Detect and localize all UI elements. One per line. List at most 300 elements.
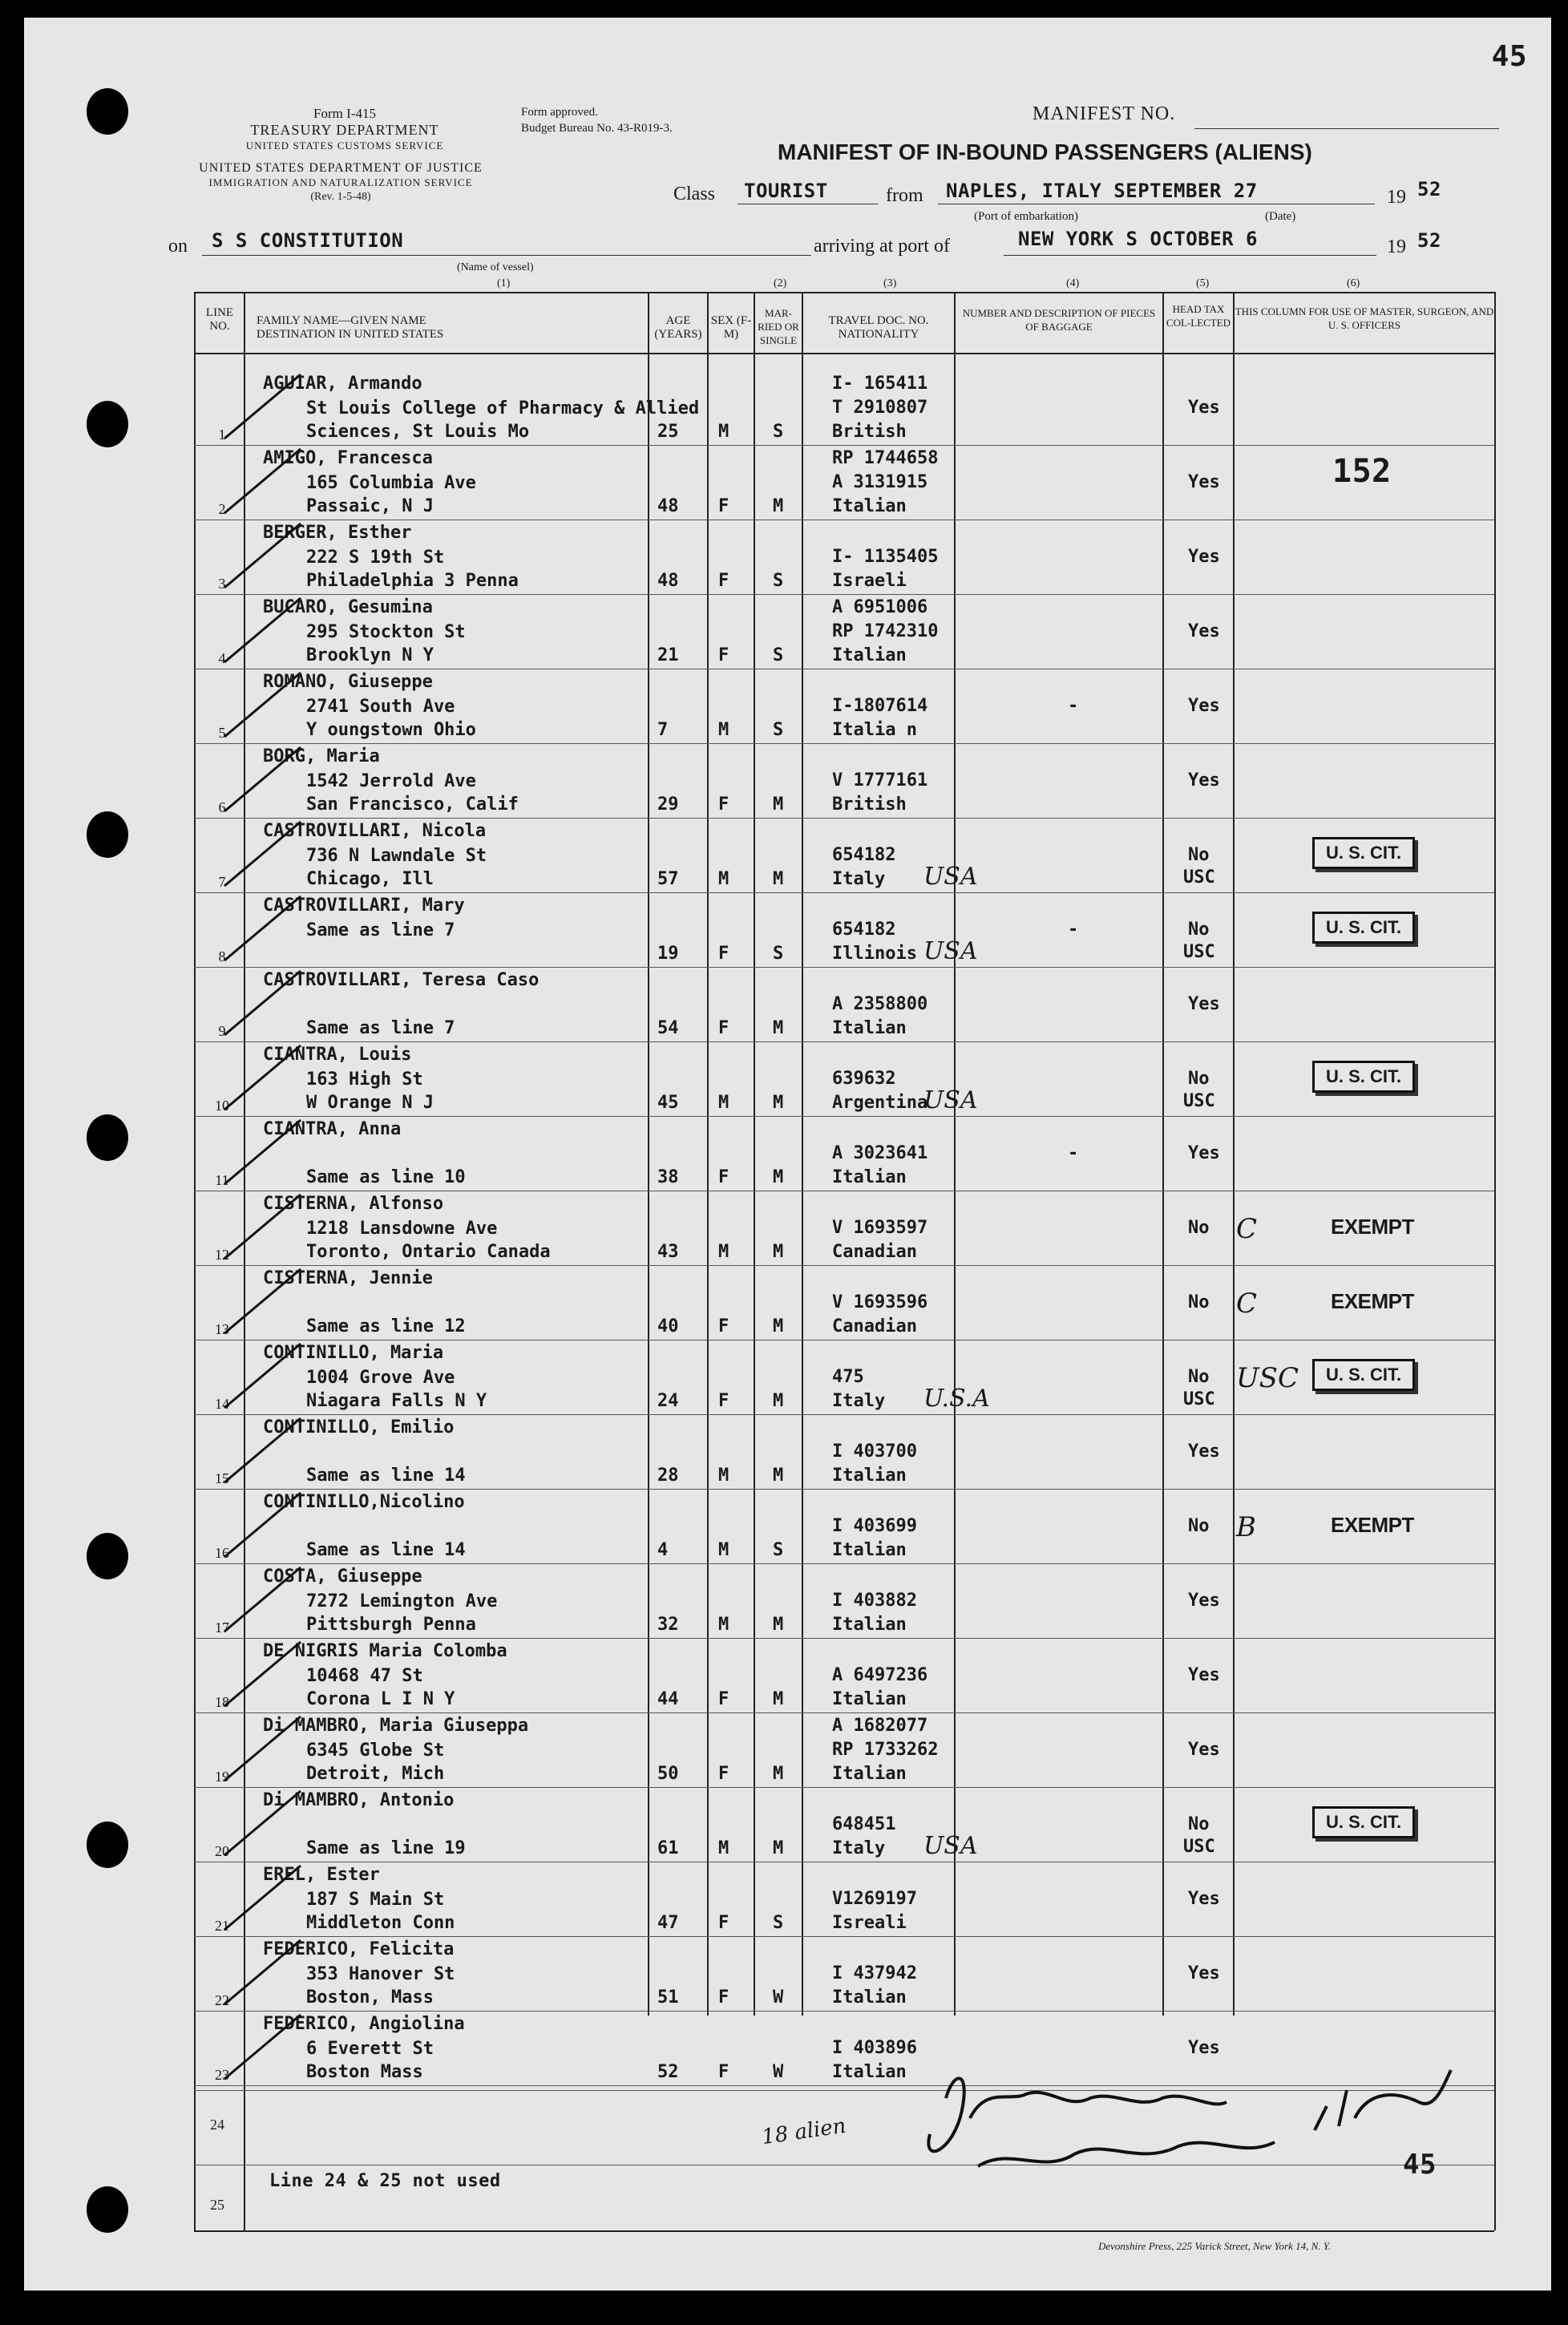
address-line-1: Same as line 7: [306, 920, 455, 940]
col-sex: SEX (F-M): [710, 314, 752, 341]
head-tax: No: [1188, 1292, 1210, 1312]
passenger-name: AGUIAR, Armando: [263, 374, 422, 394]
travel-doc-2: V 1693596: [832, 1292, 928, 1312]
nationality: Italian: [832, 645, 907, 665]
exempt-stamp: EXEMPT: [1331, 1513, 1414, 1537]
table-row: [194, 1340, 1494, 1414]
age: 54: [657, 1018, 679, 1038]
line-number: 5: [218, 725, 226, 741]
travel-doc-2: 475: [832, 1367, 864, 1387]
line-number: 19: [215, 1769, 229, 1785]
sex: M: [718, 869, 729, 889]
age: 44: [657, 1689, 679, 1709]
line-number: 2: [218, 501, 226, 517]
punch-hole: [87, 401, 128, 447]
signature-title: [986, 2134, 1196, 2167]
travel-doc-2: RP 1733262: [832, 1740, 939, 1760]
address-line-1: 2741 South Ave: [306, 697, 455, 717]
punch-hole: [87, 811, 128, 858]
marital-status: W: [773, 2062, 784, 2082]
passenger-name: CISTERNA, Alfonso: [263, 1194, 444, 1214]
address-line-2: Philadelphia 3 Penna: [306, 571, 519, 591]
us-citizen-stamp: U. S. CIT.: [1312, 837, 1415, 869]
handwritten-nationality: U.S.A: [923, 1385, 990, 1413]
head-tax-usc: USC: [1183, 1837, 1215, 1857]
table-row: [194, 1489, 1494, 1563]
travel-doc-2: I-1807614: [832, 696, 928, 716]
address-line-2: Chicago, Ill: [306, 869, 434, 889]
passenger-name: FEDERICO, Felicita: [263, 1939, 455, 1959]
handwritten-nationality: USA: [923, 1086, 978, 1114]
nationality: Italia n: [832, 720, 917, 740]
us-citizen-stamp: U. S. CIT.: [1312, 1359, 1415, 1391]
from-value: NAPLES, ITALY SEPTEMBER 27: [946, 180, 1258, 202]
manifest-no-label: MANIFEST NO.: [1033, 103, 1176, 124]
col-travel-doc: TRAVEL DOC. NO. NATIONALITY: [828, 314, 929, 341]
col-name: FAMILY NAME—GIVEN NAME DESTINATION IN UNITED STATES: [257, 314, 444, 341]
marital-status: M: [773, 1018, 784, 1038]
age: 28: [657, 1466, 679, 1486]
punch-hole: [87, 2186, 128, 2233]
marital-status: M: [773, 1689, 784, 1709]
address-line-2: Middleton Conn: [306, 1913, 455, 1933]
passenger-name: CONTINILLO, Emilio: [263, 1417, 455, 1437]
age: 47: [657, 1913, 679, 1933]
sex: M: [718, 1540, 729, 1560]
sex: F: [718, 1167, 729, 1187]
line-24-number: 24: [210, 2117, 224, 2133]
head-tax: Yes: [1188, 547, 1220, 567]
head-tax-usc: USC: [1183, 867, 1215, 888]
nationality: Italy: [832, 1838, 886, 1858]
table-row: [194, 1712, 1494, 1787]
on-label: on: [168, 236, 188, 257]
signature-name: [970, 2078, 1179, 2115]
address-line-1: 187 S Main St: [306, 1890, 445, 1910]
head-tax: Yes: [1188, 1963, 1220, 1983]
table-row: [194, 1041, 1494, 1116]
marital-status: S: [773, 645, 784, 665]
us-citizen-stamp: U. S. CIT.: [1312, 1806, 1415, 1838]
head-tax: Yes: [1188, 1591, 1220, 1611]
handwritten-nationality: USA: [923, 1832, 978, 1860]
port-embark-label: (Port of embarkation): [974, 210, 1078, 223]
table-row: [194, 967, 1494, 1041]
baggage: -: [1068, 696, 1079, 716]
punch-hole: [87, 1822, 128, 1868]
passenger-name: DE NIGRIS Maria Colomba: [263, 1641, 507, 1661]
age: 40: [657, 1316, 679, 1336]
line-25-number: 25: [210, 2197, 224, 2213]
head-tax-usc: USC: [1183, 942, 1215, 962]
table-row: [194, 1116, 1494, 1191]
passenger-name: BUCARO, Gesumina: [263, 597, 433, 617]
year-1: 52: [1417, 178, 1441, 200]
nationality: Italy: [832, 869, 886, 889]
col-married: MAR-RIED OR SINGLE: [758, 307, 799, 346]
address-line-2: Toronto, Ontario Canada: [306, 1242, 551, 1262]
head-tax: Yes: [1188, 398, 1220, 418]
address-line-2: Same as line 19: [306, 1838, 466, 1858]
table-row: [194, 520, 1494, 594]
line-number: 18: [215, 1694, 229, 1710]
us-citizen-stamp: U. S. CIT.: [1312, 1061, 1415, 1093]
col-number-1: (1): [497, 277, 511, 289]
table-row: [194, 892, 1494, 967]
table-row: [194, 1414, 1494, 1489]
nationality: Italian: [832, 1540, 907, 1560]
sex: F: [718, 1391, 729, 1411]
line-number: 7: [218, 874, 226, 890]
age: 29: [657, 795, 679, 815]
punch-hole: [87, 88, 128, 135]
nationality: Italian: [832, 1764, 907, 1784]
travel-doc-2: I 403896: [832, 2038, 917, 2058]
sex: F: [718, 795, 729, 815]
table-row: [194, 594, 1494, 669]
table-row: [194, 370, 1494, 445]
travel-doc-1: A 6951006: [832, 597, 928, 617]
address-line-2: Boston Mass: [306, 2062, 423, 2082]
col-number-4: (4): [1066, 277, 1080, 289]
address-line-1: 353 Hanover St: [306, 1964, 455, 1984]
passenger-name: CONTINILLO, Maria: [263, 1343, 444, 1363]
address-line-2: Same as line 12: [306, 1316, 466, 1336]
customs-service: UNITED STATES CUSTOMS SERVICE: [245, 140, 444, 152]
vessel-label: (Name of vessel): [457, 261, 534, 273]
marital-status: M: [773, 1242, 784, 1262]
line-number: 6: [218, 799, 226, 815]
col-officers: THIS COLUMN FOR USE OF MASTER, SURGEON, AND U. S. OFFICERS: [1235, 305, 1494, 331]
head-tax: No: [1188, 845, 1210, 865]
us-citizen-stamp: U. S. CIT.: [1312, 912, 1415, 944]
head-tax: No: [1188, 1367, 1210, 1387]
sex: F: [718, 1689, 729, 1709]
baggage: -: [1068, 920, 1079, 940]
age: 24: [657, 1391, 679, 1411]
address-line-2: Sciences, St Louis Mo: [306, 422, 530, 442]
exempt-stamp: EXEMPT: [1331, 1289, 1414, 1313]
travel-doc-2: 654182: [832, 920, 896, 940]
marital-status: M: [773, 1838, 784, 1858]
age: 48: [657, 571, 679, 591]
age: 43: [657, 1242, 679, 1262]
line-number: 3: [218, 576, 226, 592]
age: 52: [657, 2062, 679, 2082]
col-line-no: LINE NO.: [205, 306, 234, 333]
line-number: 23: [215, 2067, 229, 2083]
travel-doc-1: RP 1744658: [832, 448, 939, 468]
handwritten-tax-mark: C: [1236, 1213, 1258, 1245]
address-line-2: San Francisco, Calif: [306, 795, 519, 815]
manifest-title: MANIFEST OF IN-BOUND PASSENGERS (ALIENS): [778, 140, 1312, 164]
passenger-name: BERGER, Esther: [263, 523, 412, 543]
line-number: 1: [218, 427, 226, 443]
col-number-6: (6): [1347, 277, 1360, 289]
address-line-1: 6345 Globe St: [306, 1741, 445, 1761]
nationality: British: [832, 795, 907, 815]
nationality: Italy: [832, 1391, 886, 1411]
sex: M: [718, 720, 729, 740]
treasury-dept: TREASURY DEPARTMENT: [250, 122, 439, 138]
marital-status: M: [773, 496, 784, 516]
form-approved: Form approved.: [521, 106, 598, 119]
head-tax: Yes: [1188, 472, 1220, 492]
line-number: 22: [215, 1992, 229, 2008]
sex: F: [718, 1764, 729, 1784]
sex: F: [718, 645, 729, 665]
address-line-2: Same as line 10: [306, 1167, 466, 1187]
passenger-name: CIANTRA, Anna: [263, 1119, 402, 1139]
passenger-name: FEDERICO, Angiolina: [263, 2014, 465, 2034]
address-line-2: Detroit, Mich: [306, 1764, 445, 1784]
col-age: AGE (YEARS): [654, 314, 702, 341]
col-head-tax: HEAD TAX COL-LECTED: [1166, 303, 1231, 329]
nationality: Italian: [832, 1615, 907, 1635]
address-line-1: 6 Everett St: [306, 2039, 434, 2059]
age: 25: [657, 422, 679, 442]
line-number: 20: [215, 1843, 229, 1859]
col-number-5: (5): [1196, 277, 1210, 289]
sex: M: [718, 1838, 729, 1858]
nationality: Canadian: [832, 1316, 917, 1336]
marital-status: M: [773, 1466, 784, 1486]
travel-doc-2: I 403700: [832, 1442, 917, 1462]
head-tax: Yes: [1188, 1665, 1220, 1685]
passenger-name: Di MAMBRO, Maria Giuseppa: [263, 1716, 529, 1736]
marital-status: S: [773, 944, 784, 964]
table-row: [194, 1191, 1494, 1265]
sex: F: [718, 1913, 729, 1933]
handwritten-nationality: USA: [923, 937, 978, 965]
address-line-1: 222 S 19th St: [306, 548, 445, 568]
marital-status: M: [773, 1615, 784, 1635]
passenger-name: EREL, Ester: [263, 1865, 380, 1885]
travel-doc-1: A 1682077: [832, 1716, 928, 1736]
nationality: Italian: [832, 1987, 907, 2008]
head-tax: Yes: [1188, 770, 1220, 790]
head-tax: Yes: [1188, 1740, 1220, 1760]
passenger-name: COSTA, Giuseppe: [263, 1567, 422, 1587]
address-line-2: Corona L I N Y: [306, 1689, 455, 1709]
lines-not-used-note: Line 24 & 25 not used: [269, 2171, 501, 2191]
passenger-name: CASTROVILLARI, Mary: [263, 896, 465, 916]
passenger-name: CASTROVILLARI, Nicola: [263, 821, 487, 841]
revision: (Rev. 1-5-48): [310, 191, 371, 203]
marital-status: W: [773, 1987, 784, 2008]
baggage: -: [1068, 1143, 1079, 1163]
address-line-1: St Louis College of Pharmacy & Allied: [306, 398, 700, 418]
marital-status: S: [773, 422, 784, 442]
head-tax: No: [1188, 1516, 1210, 1536]
head-tax: Yes: [1188, 1889, 1220, 1909]
table-row: [194, 1862, 1494, 1936]
nationality: Italian: [832, 2062, 907, 2082]
address-line-1: 295 Stockton St: [306, 622, 466, 642]
justice-dept: UNITED STATES DEPARTMENT OF JUSTICE: [199, 161, 483, 175]
address-line-2: Same as line 7: [306, 1018, 455, 1038]
travel-doc-2: V 1693597: [832, 1218, 928, 1238]
form-number: Form I-415: [313, 106, 376, 121]
passenger-name: CISTERNA, Jennie: [263, 1268, 433, 1288]
handwritten-tax-mark: B: [1236, 1511, 1256, 1543]
nationality: Illinois: [832, 944, 917, 964]
address-line-1: 736 N Lawndale St: [306, 846, 487, 866]
row-divider: [194, 2085, 1494, 2086]
address-line-2: Niagara Falls N Y: [306, 1391, 487, 1411]
passenger-name: CASTROVILLARI, Teresa Caso: [263, 970, 540, 990]
age: 38: [657, 1167, 679, 1187]
col-number-3: (3): [883, 277, 897, 289]
sex: M: [718, 1242, 729, 1262]
sex: F: [718, 1018, 729, 1038]
line-number: 11: [215, 1172, 229, 1188]
sex: M: [718, 1615, 729, 1635]
travel-doc-2: 654182: [832, 845, 896, 865]
address-line-1: 163 High St: [306, 1070, 423, 1090]
punch-hole: [87, 1533, 128, 1579]
age: 48: [657, 496, 679, 516]
line-number: 15: [215, 1470, 229, 1486]
immigration-service: IMMIGRATION AND NATURALIZATION SERVICE: [208, 176, 473, 188]
manifest-sheet: [24, 18, 1551, 2291]
page-number: 45: [1491, 40, 1527, 73]
sex: M: [718, 1093, 729, 1113]
year-prefix-1: 19: [1387, 187, 1406, 208]
arriving-label: arriving at port of: [814, 236, 950, 257]
line-number: 9: [218, 1023, 226, 1039]
page-number-bottom: 45: [1403, 2149, 1437, 2181]
marital-status: M: [773, 1093, 784, 1113]
nationality: Italian: [832, 1018, 907, 1038]
address-line-2: Brooklyn N Y: [306, 645, 434, 665]
marital-status: M: [773, 1391, 784, 1411]
passenger-name: AMIGO, Francesca: [263, 448, 433, 468]
nationality: Italian: [832, 1466, 907, 1486]
handwritten-nationality: USA: [923, 863, 978, 891]
passenger-name: BORG, Maria: [263, 746, 380, 766]
sex: F: [718, 1316, 729, 1336]
travel-doc-2: I 437942: [832, 1963, 917, 1983]
passenger-name: Di MAMBRO, Antonio: [263, 1790, 455, 1810]
officer-number: 152: [1332, 453, 1392, 490]
punch-hole: [87, 1114, 128, 1161]
line-number: 4: [218, 650, 226, 666]
nationality: Italian: [832, 1689, 907, 1709]
head-tax: No: [1188, 1218, 1210, 1238]
travel-doc-2: A 3023641: [832, 1143, 928, 1163]
address-line-1: 165 Columbia Ave: [306, 473, 476, 493]
sex: F: [718, 2062, 729, 2082]
passenger-name: CIANTRA, Louis: [263, 1045, 412, 1065]
handwritten-tax-mark: USC: [1236, 1362, 1299, 1394]
travel-doc-2: I- 1135405: [832, 547, 939, 567]
age: 21: [657, 645, 679, 665]
age: 51: [657, 1987, 679, 2008]
head-tax: No: [1188, 1069, 1210, 1089]
line-number: 10: [215, 1098, 229, 1114]
nationality: Italian: [832, 496, 907, 516]
address-line-1: 1218 Lansdowne Ave: [306, 1219, 498, 1239]
line-number: 21: [215, 1918, 229, 1934]
travel-doc-2: A 2358800: [832, 994, 928, 1014]
nationality: Israeli: [832, 571, 907, 591]
sex: M: [718, 422, 729, 442]
travel-doc-2: 648451: [832, 1814, 896, 1834]
table-row: [194, 669, 1494, 743]
address-line-2: Boston, Mass: [306, 1987, 434, 2008]
travel-doc-2: 639632: [832, 1069, 896, 1089]
address-line-2: Same as line 14: [306, 1466, 466, 1486]
travel-doc-2: A 3131915: [832, 472, 928, 492]
table-row: [194, 2011, 1494, 2085]
class-value: TOURIST: [744, 180, 828, 202]
table-row: [194, 1265, 1494, 1340]
passenger-name: CONTINILLO,Nicolino: [263, 1492, 465, 1512]
col-baggage: NUMBER AND DESCRIPTION OF PIECES OF BAGGAGE: [962, 307, 1156, 333]
printer-imprint: Devonshire Press, 225 Varick Street, New York 14, N. Y.: [1098, 2240, 1332, 2252]
year-prefix-2: 19: [1387, 237, 1406, 257]
head-tax: Yes: [1188, 1143, 1220, 1163]
nationality: British: [832, 422, 907, 442]
travel-doc-2: T 2910807: [832, 398, 928, 418]
class-label: Class: [673, 184, 716, 204]
table-row: [194, 445, 1494, 520]
table-row: [194, 1638, 1494, 1712]
age: 32: [657, 1615, 679, 1635]
travel-doc-2: I 403882: [832, 1591, 917, 1611]
sex: F: [718, 944, 729, 964]
col-number-2: (2): [774, 277, 787, 289]
sex: M: [718, 1466, 729, 1486]
age: 7: [657, 720, 669, 740]
table-row: [194, 1936, 1494, 2011]
arriving-value: NEW YORK S OCTOBER 6: [1018, 228, 1258, 250]
head-tax: No: [1188, 920, 1210, 940]
year-2: 52: [1417, 229, 1441, 252]
address-line-2: W Orange N J: [306, 1093, 434, 1113]
address-line-1: 1004 Grove Ave: [306, 1368, 455, 1388]
address-line-1: 1542 Jerrold Ave: [306, 771, 476, 791]
nationality: Canadian: [832, 1242, 917, 1262]
head-tax: Yes: [1188, 621, 1220, 641]
address-line-2: Passaic, N J: [306, 496, 434, 516]
marital-status: S: [773, 571, 784, 591]
table-row: [194, 818, 1494, 892]
travel-doc-2: A 6497236: [832, 1665, 928, 1685]
vessel-name: S S CONSTITUTION: [212, 229, 404, 252]
marital-status: M: [773, 1764, 784, 1784]
address-line-1: 10468 47 St: [306, 1666, 423, 1686]
sex: F: [718, 1987, 729, 2008]
table-row: [194, 1787, 1494, 1862]
age: 45: [657, 1093, 679, 1113]
head-tax: No: [1188, 1814, 1210, 1834]
line-number: 14: [215, 1396, 229, 1412]
exempt-stamp: EXEMPT: [1331, 1215, 1414, 1239]
address-line-1: 7272 Lemington Ave: [306, 1591, 498, 1611]
travel-doc-2: RP 1742310: [832, 621, 939, 641]
head-tax-usc: USC: [1183, 1389, 1215, 1409]
address-line-2: Pittsburgh Penna: [306, 1615, 476, 1635]
age: 50: [657, 1764, 679, 1784]
travel-doc-2: I 403699: [832, 1516, 917, 1536]
line-number: 12: [215, 1247, 229, 1263]
head-tax: Yes: [1188, 2038, 1220, 2058]
address-line-2: Same as line 14: [306, 1540, 466, 1560]
table-row: [194, 1563, 1494, 1638]
nationality: Argentina: [832, 1093, 928, 1113]
